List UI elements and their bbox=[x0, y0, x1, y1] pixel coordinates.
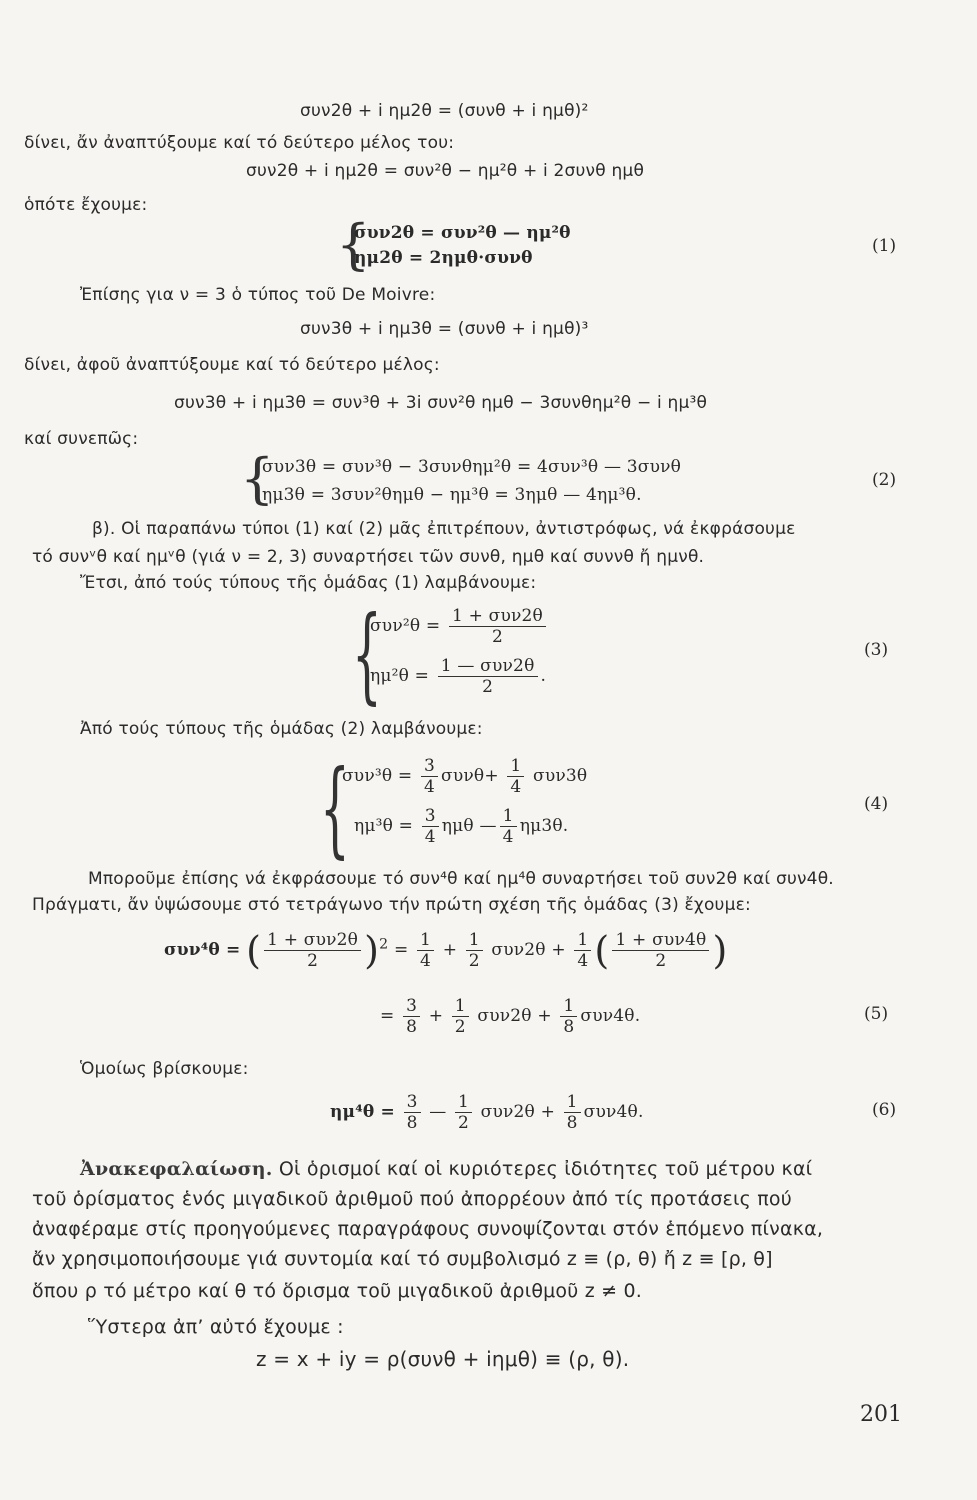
text-line: ὁπότε ἔχουμε: bbox=[24, 195, 148, 215]
fraction: $\frac{1}{4}$ bbox=[500, 806, 517, 847]
left-brace: { bbox=[240, 447, 275, 510]
fraction: $\frac{3}{8}$ bbox=[404, 1092, 421, 1133]
formula-cos-cubed: συν³θ = $\frac{3}{4}$ συνθ+ $\frac{1}{4}$ συν3θ bbox=[342, 756, 588, 797]
equation-number: (5) bbox=[864, 1004, 889, 1024]
fraction: $\frac{1}{8}$ bbox=[560, 996, 577, 1037]
paragraph-line: Μποροῦμε ἐπίσης νά ἐκφράσουμε τό συν⁴θ καί ημ⁴θ συναρτήσει τοῦ συν2θ καί συν4θ. bbox=[88, 869, 834, 889]
text-line: δίνει, ἄν ἀναπτύξουμε καί τό δεύτερο μέλος του: bbox=[24, 133, 455, 153]
paragraph-line: Ἔτσι, ἀπό τούς τύπους τῆς ὁμάδας (1) λαμβάνουμε: bbox=[80, 573, 537, 593]
fraction: $\frac{1}{4}$ bbox=[507, 756, 524, 797]
fraction: $\frac{3}{8}$ bbox=[403, 996, 420, 1037]
fraction: $\frac{\text{1 + συν2θ}}{2}$ bbox=[264, 930, 361, 971]
page-number: 201 bbox=[860, 1402, 902, 1427]
fraction: $\frac{3}{4}$ bbox=[422, 806, 439, 847]
equation-number: (2) bbox=[872, 470, 897, 490]
formula-sin-fourth: ημ⁴θ = $\frac{3}{8}$ — $\frac{1}{2}$ συν2θ + $\frac{1}{8}$ συν4θ. bbox=[330, 1092, 644, 1133]
formula-sin3: ημ3θ = 3συν²θημθ − ημ³θ = 3ημθ — 4ημ³θ. bbox=[262, 485, 642, 505]
summary-first-line: Ἀνακεφαλαίωση. Οἱ ὁρισμοί καί οἱ κυριότερες ἰδιότητες τοῦ μέτρου καί bbox=[80, 1158, 813, 1180]
formula-sin-squared: ημ²θ = $\frac{\text{1 — συν2θ}}{2}$ . bbox=[370, 656, 547, 697]
text-line: Ἀπό τούς τύπους τῆς ὁμάδας (2) λαμβάνουμε: bbox=[80, 719, 483, 739]
fraction: $\frac{3}{4}$ bbox=[421, 756, 438, 797]
paragraph-line: β). Οἱ παραπάνω τύποι (1) καί (2) μᾶς ἐπιτρέπουν, ἀντιστρόφως, νά ἐκφράσουμε bbox=[92, 519, 796, 539]
formula-cos-fourth-result: = $\frac{3}{8}$ + $\frac{1}{2}$ συν2θ + $\frac{1}{8}$ συν4θ. bbox=[380, 996, 641, 1037]
text-line: Ὁμοίως βρίσκουμε: bbox=[80, 1059, 249, 1079]
equation-de-moivre-2: συν2θ + i ημ2θ = (συνθ + i ημθ)² bbox=[300, 101, 589, 121]
formula-sin2: ημ2θ = 2ημθ·συνθ bbox=[354, 248, 533, 268]
formula-cos2: συν2θ = συν²θ — ημ²θ bbox=[354, 223, 571, 243]
paragraph-line: τό συνᵛθ καί ημᵛθ (γιά ν = 2, 3) συναρτήσει τῶν συνθ, ημθ καί συννθ ἤ ημνθ. bbox=[32, 547, 705, 567]
left-brace: { bbox=[352, 593, 382, 715]
fraction: $\frac{\text{1 + συν4θ}}{2}$ bbox=[612, 930, 709, 971]
fraction: $\frac{1}{2}$ bbox=[466, 930, 483, 971]
formula-cos-squared: συν²θ = $\frac{\text{1 + συν2θ}}{2}$ bbox=[370, 606, 549, 647]
left-brace: { bbox=[320, 747, 350, 869]
text-line: Ἐπίσης για ν = 3 ὁ τύπος τοῦ De Moivre: bbox=[80, 285, 436, 305]
equation-number: (3) bbox=[864, 640, 889, 660]
text-line: καί συνεπῶς: bbox=[24, 429, 139, 449]
fraction: $\frac{1}{2}$ bbox=[452, 996, 469, 1037]
paragraph-line: Πράγματι, ἄν ὑψώσουμε στό τετράγωνο τήν πρώτη σχέση τῆς ὁμάδας (3) ἔχουμε: bbox=[32, 895, 751, 915]
equation-number: (1) bbox=[872, 236, 897, 256]
formula-cos-fourth: συν⁴θ = ( $\frac{\text{1 + συν2θ}}{2}$ )$^2$ = $\frac{1}{4}$ + $\frac{1}{2}$ συν2θ + $\frac{1}{4}$ ( $\frac{\text{1 + συν4θ}}{2}$ ) bbox=[164, 928, 728, 973]
fraction: $\frac{1}{2}$ bbox=[455, 1092, 472, 1133]
fraction: $\frac{\text{1 — συν2θ}}{2}$ bbox=[438, 656, 538, 697]
paragraph-line: ἄν χρησιμοποιήσουμε γιά συντομία καί τό συμβολισμό z ≡ (ρ, θ) ἤ z ≡ [ρ, θ] bbox=[32, 1248, 773, 1270]
text-line: δίνει, ἀφοῦ ἀναπτύξουμε καί τό δεύτερο μέλος: bbox=[24, 355, 440, 375]
paragraph-line: ὅπου ρ τό μέτρο καί θ τό ὅρισμα τοῦ μιγαδικοῦ ἀριθμοῦ z ≠ 0. bbox=[32, 1280, 642, 1302]
paragraph-line: ἀναφέραμε στίς προηγούμενες παραγράφους συνοψίζονται στόν ἑπόμενο πίνακα, bbox=[32, 1218, 824, 1240]
paragraph-line: Ὕστερα ἀπ’ αὐτό ἔχουμε : bbox=[88, 1316, 344, 1338]
fraction: $\frac{1}{4}$ bbox=[417, 930, 434, 971]
formula-cos3: συν3θ = συν³θ − 3συνθημ²θ = 4συν³θ — 3συνθ bbox=[262, 457, 682, 477]
section-heading: Ἀνακεφαλαίωση. bbox=[80, 1158, 273, 1180]
equation-number: (6) bbox=[872, 1100, 897, 1120]
equation-number: (4) bbox=[864, 794, 889, 814]
equation-expansion-3: συν3θ + i ημ3θ = συν³θ + 3i συν²θ ημθ − 3συνθημ²θ − i ημ³θ bbox=[174, 393, 708, 413]
final-equation: z = x + iy = ρ(συνθ + iημθ) ≡ (ρ, θ). bbox=[256, 1347, 630, 1371]
left-brace: { bbox=[336, 213, 371, 276]
paragraph-line: τοῦ ὁρίσματος ἑνός μιγαδικοῦ ἀριθμοῦ πού ἀπορρέουν ἀπό τίς προτάσεις πού bbox=[32, 1188, 792, 1210]
equation-de-moivre-3: συν3θ + i ημ3θ = (συνθ + i ημθ)³ bbox=[300, 319, 589, 339]
formula-sin-cubed: ημ³θ = $\frac{3}{4}$ ημθ — $\frac{1}{4}$ ημ3θ. bbox=[354, 806, 569, 847]
fraction: $\frac{\text{1 + συν2θ}}{2}$ bbox=[449, 606, 546, 647]
fraction: $\frac{1}{8}$ bbox=[564, 1092, 581, 1133]
fraction: $\frac{1}{4}$ bbox=[574, 930, 591, 971]
equation-expansion-2: συν2θ + i ημ2θ = συν²θ − ημ²θ + i 2συνθ ημθ bbox=[246, 161, 645, 181]
